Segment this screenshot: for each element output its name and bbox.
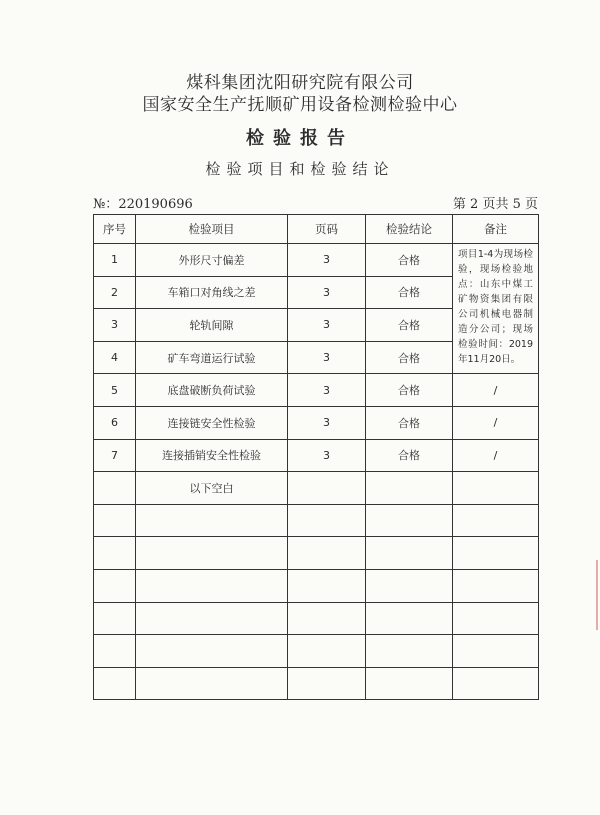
header-item: 检验项目 [136, 215, 288, 244]
report-title: 检验报告 [246, 128, 354, 149]
row-item: 以下空白 [136, 472, 288, 505]
row-result: 合格 [366, 374, 453, 407]
row-index: 7 [94, 439, 136, 472]
row-item: 轮轨间隙 [136, 309, 288, 342]
row-page: 3 [288, 244, 366, 277]
table-row [94, 374, 539, 407]
row-page: 3 [288, 341, 366, 374]
row-remark: / [453, 406, 539, 439]
section-subtitle: 检验项目和检验结论 [205, 160, 395, 178]
inspection-table [93, 214, 539, 700]
center-name: 国家安全生产抚顺矿用设备检测检验中心 [142, 95, 458, 115]
row-result: 合格 [366, 276, 453, 309]
header-remark: 备注 [453, 215, 539, 244]
row-result: 合格 [366, 244, 453, 277]
table-row-empty [94, 537, 539, 570]
table-row-empty [94, 504, 539, 537]
row-item: 矿车弯道运行试验 [136, 341, 288, 374]
row-remark: / [453, 439, 539, 472]
row-item: 车箱口对角线之差 [136, 276, 288, 309]
table-row-empty [94, 602, 539, 635]
organization-name: 煤科集团沈阳研究院有限公司 [186, 73, 414, 93]
row-index: 4 [94, 341, 136, 374]
row-result: 合格 [366, 439, 453, 472]
report-number-value: 220190696 [118, 197, 193, 212]
table-row-empty [94, 667, 539, 700]
row-item: 外形尺寸偏差 [136, 244, 288, 277]
merged-remark: 项目1-4为现场检验，现场检验地点：山东中煤工矿物资集团有限公司机械电器制造分公司；现场检验时间：2019年11月20日。 [453, 244, 539, 374]
row-page: 3 [288, 439, 366, 472]
row-result [366, 472, 453, 505]
table-row [94, 406, 539, 439]
table-row [94, 244, 539, 277]
row-page: 3 [288, 276, 366, 309]
table-row [94, 439, 539, 472]
row-result: 合格 [366, 309, 453, 342]
report-number-label: №： [93, 197, 119, 212]
row-page [288, 472, 366, 505]
header-result: 检验结论 [366, 215, 453, 244]
row-item: 连接链安全性检验 [136, 406, 288, 439]
row-result: 合格 [366, 341, 453, 374]
header-page: 页码 [288, 215, 366, 244]
table-row-empty [94, 635, 539, 668]
table-row-empty [94, 569, 539, 602]
row-index: 6 [94, 406, 136, 439]
row-page: 3 [288, 406, 366, 439]
row-page: 3 [288, 309, 366, 342]
row-index: 3 [94, 309, 136, 342]
row-remark: / [453, 374, 539, 407]
row-index: 5 [94, 374, 136, 407]
row-index [94, 472, 136, 505]
row-remark [453, 472, 539, 505]
header-index: 序号 [94, 215, 136, 244]
table-header-row [94, 215, 539, 244]
report-number [93, 193, 193, 212]
table-row-blank-note [94, 472, 539, 505]
row-index: 2 [94, 276, 136, 309]
row-index: 1 [94, 244, 136, 277]
page-info: 第 2 页共 5 页 [452, 197, 538, 212]
row-item: 连接插销安全性检验 [136, 439, 288, 472]
row-item: 底盘破断负荷试验 [136, 374, 288, 407]
row-page: 3 [288, 374, 366, 407]
seal-edge-mark [586, 560, 598, 630]
row-result: 合格 [366, 406, 453, 439]
